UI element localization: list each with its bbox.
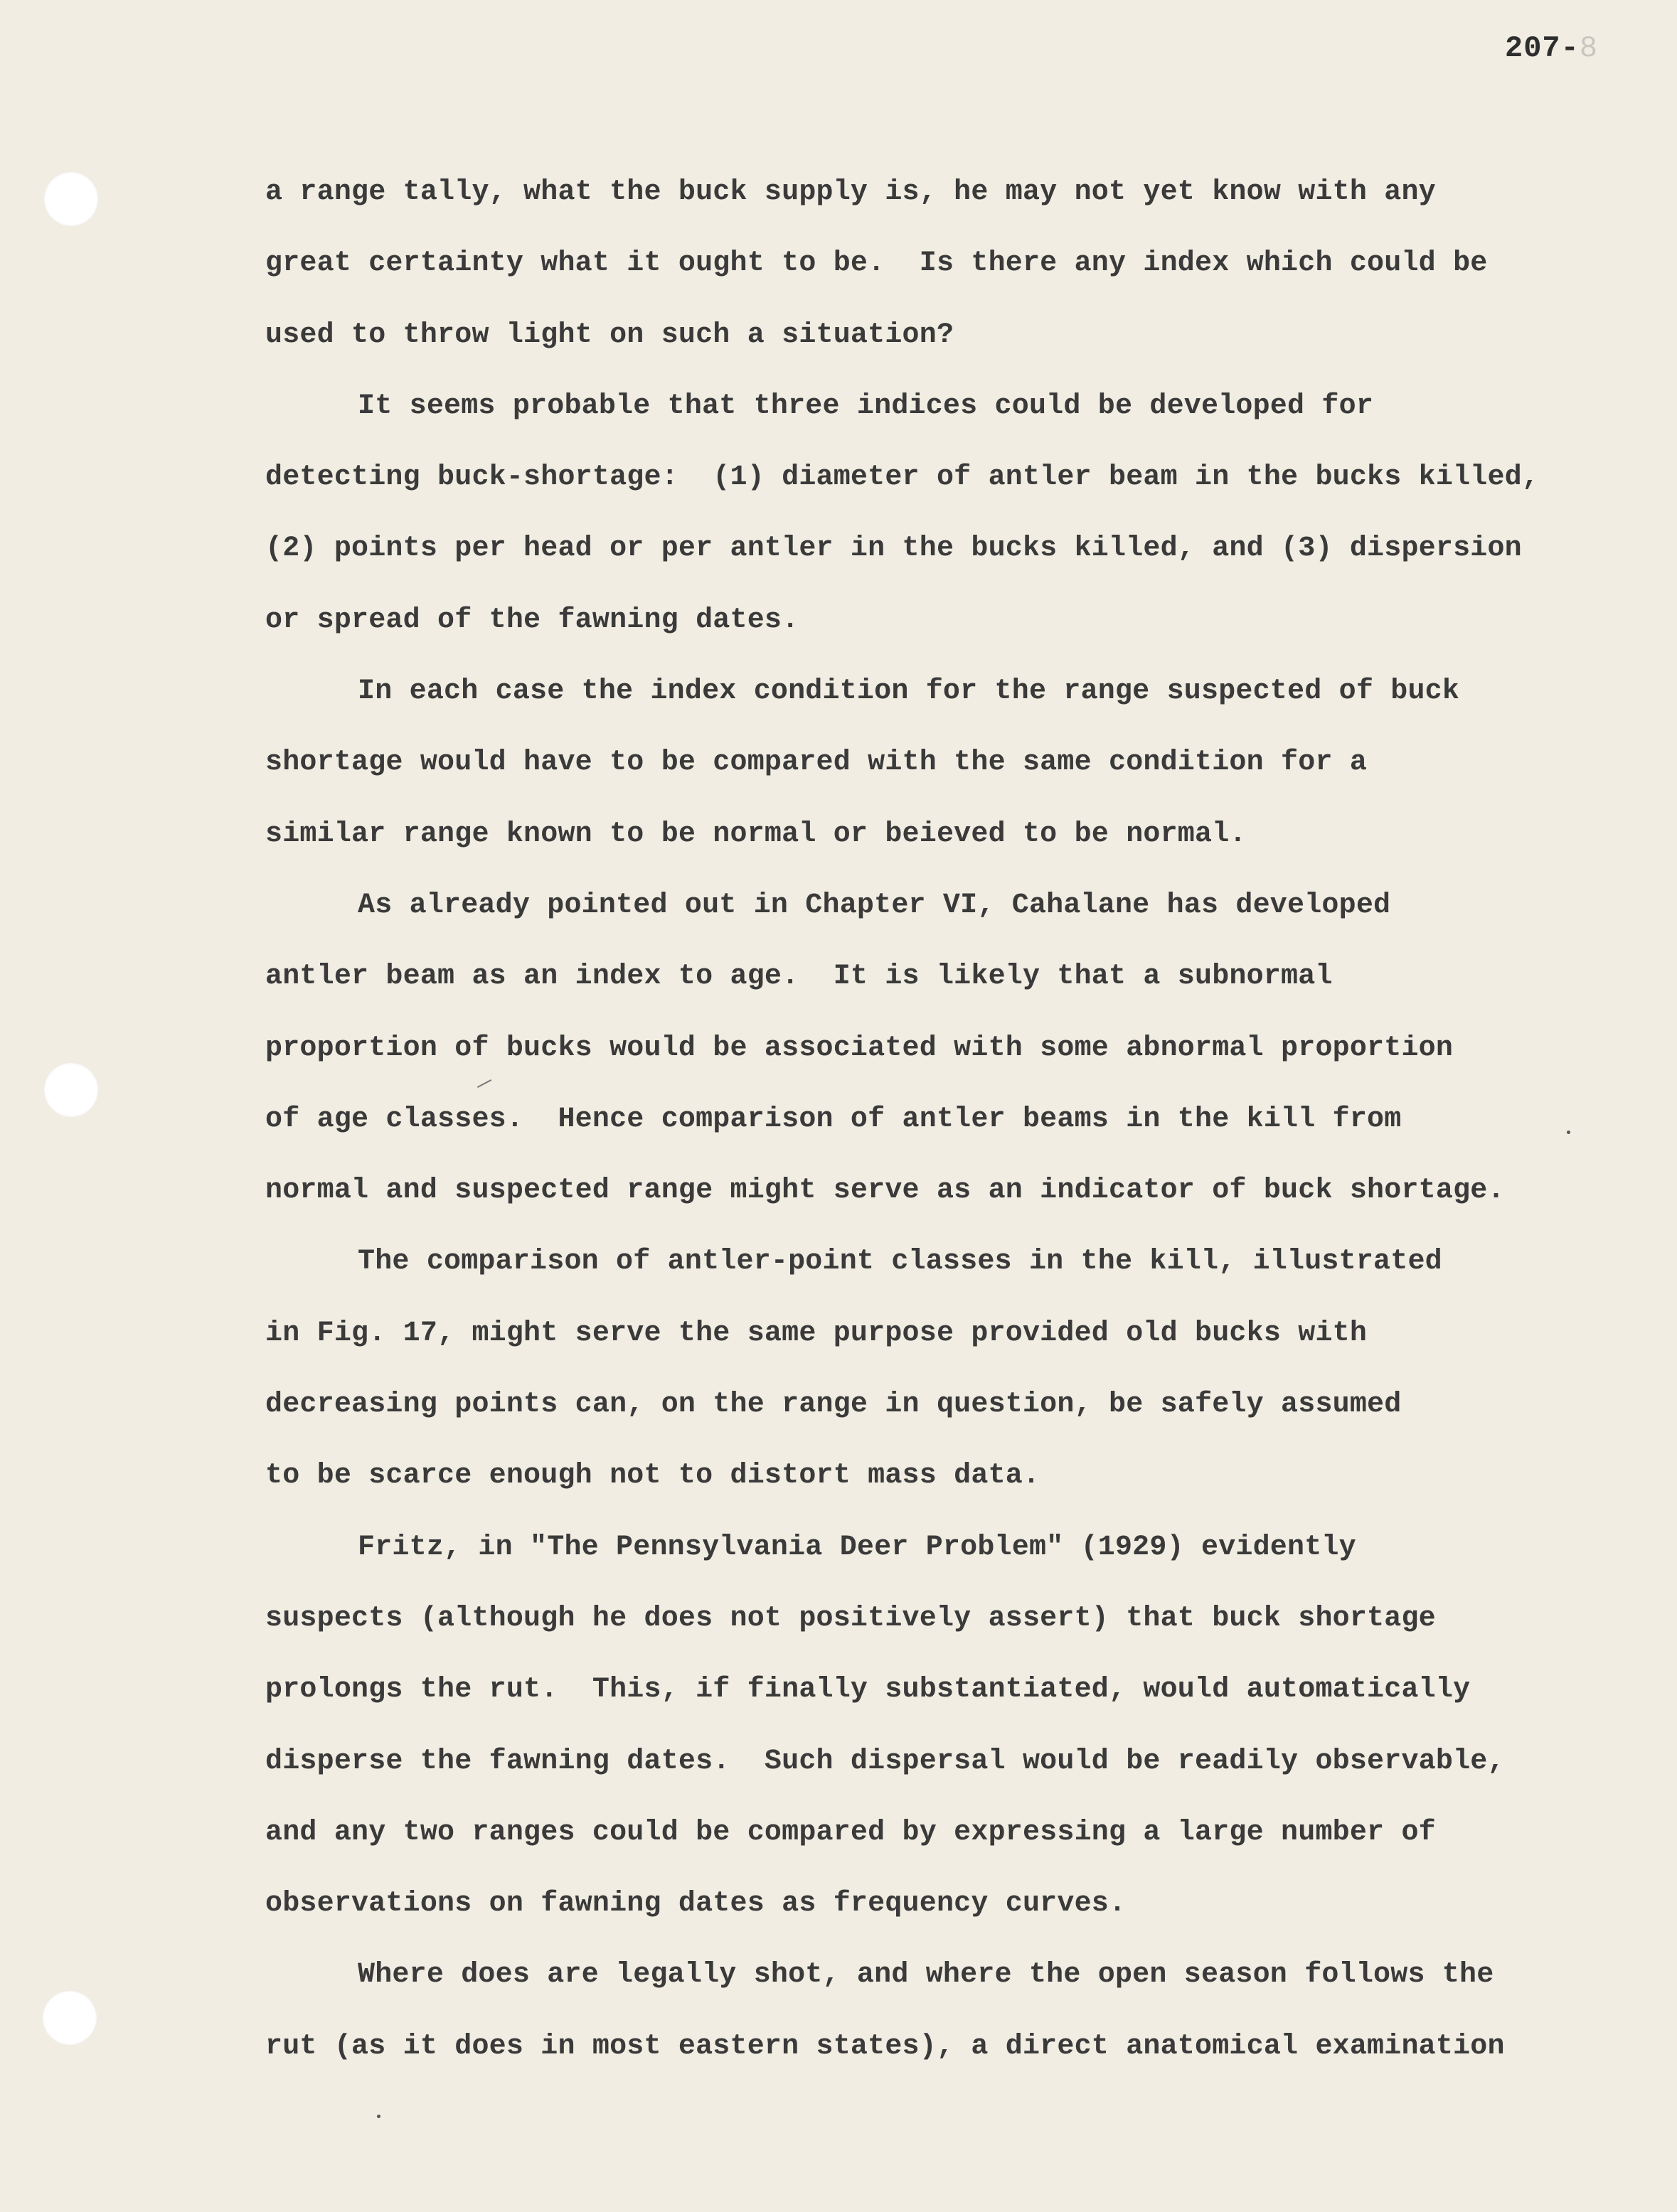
text-line: Fritz, in "The Pennsylvania Deer Problem" (1929) evidently <box>358 1531 1356 1564</box>
text-line: disperse the fawning dates. Such dispersal would be readily observable, <box>265 1745 1505 1778</box>
text-line: As already pointed out in Chapter VI, Cahalane has developed <box>358 889 1391 921</box>
text-line: In each case the index condition for the range suspected of buck <box>358 675 1460 708</box>
text-line: normal and suspected range might serve as an indicator of buck shortage. <box>265 1175 1505 1207</box>
text-line: to be scarce enough not to distort mass data. <box>265 1460 1040 1492</box>
punch-hole <box>44 172 98 226</box>
page-number-suffix: 8 <box>1579 31 1599 65</box>
text-line: detecting buck-shortage: (1) diameter of antler beam in the bucks killed, <box>265 461 1540 494</box>
page-number <box>1505 31 1598 65</box>
ink-speck <box>377 2115 380 2118</box>
text-line: a range tally, what the buck supply is, he may not yet know with any <box>265 176 1436 208</box>
text-line: in Fig. 17, might serve the same purpose provided old bucks with <box>265 1317 1368 1350</box>
text-line: decreasing points can, on the range in question, be safely assumed <box>265 1389 1402 1421</box>
text-line: antler beam as an index to age. It is likely that a subnormal <box>265 961 1333 993</box>
text-line: of age classes. Hence comparison of antler beams in the kill from <box>265 1103 1402 1136</box>
text-line: The comparison of antler-point classes in the kill, illustrated <box>358 1246 1442 1278</box>
text-line: or spread of the fawning dates. <box>265 604 799 636</box>
text-line: used to throw light on such a situation? <box>265 319 954 351</box>
text-line: proportion of bucks would be associated with some abnormal proportion <box>265 1032 1454 1064</box>
text-line: great certainty what it ought to be. Is there any index which could be <box>265 247 1488 280</box>
punch-hole <box>44 1063 98 1117</box>
page-number-main: 207- <box>1505 31 1580 65</box>
punch-hole <box>43 1991 97 2045</box>
text-line: and any two ranges could be compared by expressing a large number of <box>265 1816 1436 1849</box>
text-line: shortage would have to be compared with the same condition for a <box>265 747 1368 779</box>
text-line: It seems probable that three indices could be developed for <box>358 390 1374 422</box>
typed-text-body <box>265 175 1588 2100</box>
text-line: observations on fawning dates as frequency curves. <box>265 1888 1127 1920</box>
text-line: rut (as it does in most eastern states), a direct anatomical examination <box>265 2030 1505 2063</box>
text-line: suspects (although he does not positively assert) that buck shortage <box>265 1602 1436 1635</box>
text-line: Where does are legally shot, and where the open season follows the <box>358 1959 1494 1992</box>
text-line: similar range known to be normal or beieved to be normal. <box>265 818 1247 850</box>
text-line: prolongs the rut. This, if finally substantiated, would automatically <box>265 1674 1471 1706</box>
text-line: (2) points per head or per antler in the bucks killed, and (3) dispersion <box>265 533 1522 565</box>
